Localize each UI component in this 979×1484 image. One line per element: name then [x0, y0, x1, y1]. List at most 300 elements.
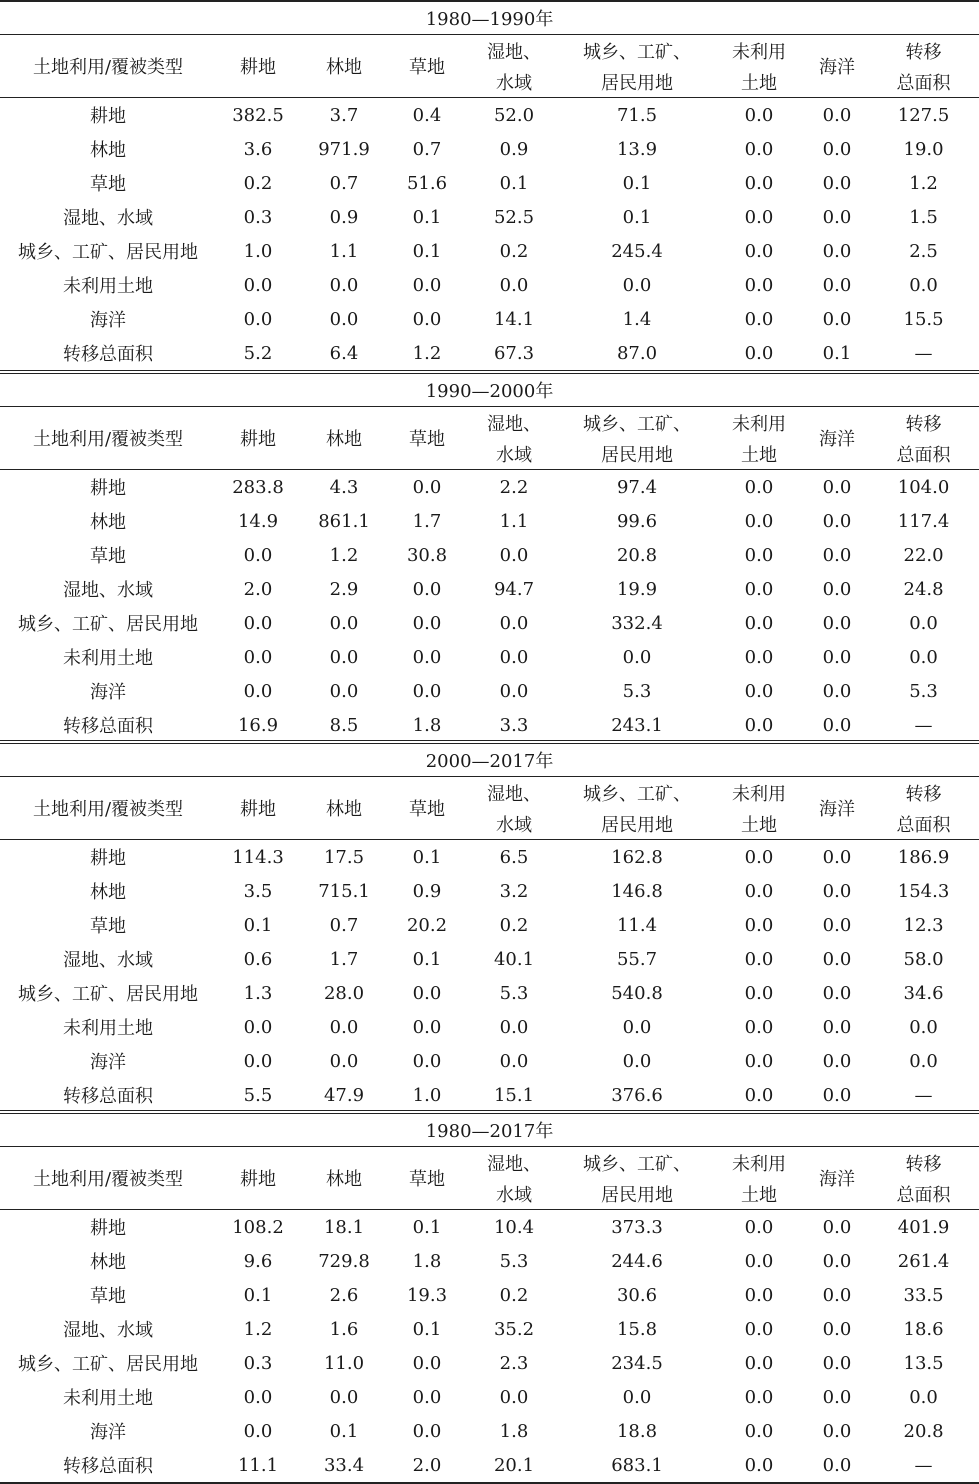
table-row	[0, 1010, 979, 1044]
table-cell: 28.0	[323, 982, 365, 1004]
row-label: 未利用土地	[63, 648, 153, 669]
table-cell: 20.2	[406, 914, 448, 936]
row-label: 城乡、工矿、居民用地	[18, 1354, 198, 1375]
header-total-line1: 转移	[905, 41, 942, 63]
table-cell: 30.6	[616, 1284, 658, 1306]
table-cell: 861.1	[318, 510, 370, 532]
table-cell: 261.4	[897, 1250, 950, 1272]
table-cell: 0.0	[243, 1050, 273, 1072]
table-cell: 20.8	[903, 1420, 944, 1442]
table-cell: 52.5	[493, 206, 535, 228]
header-wetland-line2: 水域	[466, 438, 562, 470]
table-cell: 2.0	[243, 578, 273, 600]
transfer-matrix-table	[0, 0, 979, 370]
table-cell: 376.6	[611, 1084, 663, 1106]
table-cell: 0.0	[412, 308, 442, 330]
table-cell: 1.4	[622, 308, 652, 330]
table-cell: 18.8	[616, 1420, 658, 1442]
table-cell: 8.5	[329, 714, 359, 736]
table-row	[0, 606, 979, 640]
header-cropland: 耕地	[216, 1147, 300, 1210]
table-cell: 0.0	[744, 1318, 774, 1340]
table-row	[0, 976, 979, 1010]
table-cell: 0.2	[499, 240, 529, 262]
header-type: 土地利用/覆被类型	[0, 407, 216, 470]
table-cell: 0.0	[622, 1386, 652, 1408]
table-cell: 0.0	[744, 846, 774, 868]
header-total-line1: 转移	[905, 783, 942, 805]
table-cell: 0.0	[412, 1386, 442, 1408]
table-cell: 0.0	[744, 1016, 774, 1038]
table-cell: 6.4	[329, 342, 359, 364]
row-label: 草地	[90, 1286, 126, 1307]
table-cell: 0.0	[329, 1016, 359, 1038]
transfer-matrix-table	[0, 370, 979, 742]
header-grassland: 草地	[388, 35, 466, 98]
table-cell: 51.6	[406, 172, 448, 194]
table-cell: 0.0	[499, 680, 529, 702]
table-row	[0, 840, 979, 875]
table-cell: 0.0	[744, 982, 774, 1004]
row-label: 耕地	[90, 106, 126, 127]
header-forest: 林地	[300, 407, 388, 470]
table-cell: 19.0	[903, 138, 944, 160]
table-cell: 0.0	[412, 476, 442, 498]
table-cell: 0.1	[412, 846, 442, 868]
header-total-line2: 总面积	[868, 66, 979, 98]
table-cell: 114.3	[232, 846, 284, 868]
table-cell: 0.0	[243, 544, 273, 566]
row-label: 林地	[90, 140, 126, 161]
header-ocean: 海洋	[806, 777, 868, 840]
table-cell: 715.1	[318, 880, 370, 902]
table-cell: 0.0	[822, 680, 852, 702]
header-unused-line1: 未利用	[732, 783, 786, 805]
table-cell: 0.0	[744, 104, 774, 126]
table-cell: 2.9	[329, 578, 359, 600]
table-cell: 0.0	[822, 1352, 852, 1374]
table-cell: 13.5	[903, 1352, 944, 1374]
header-type: 土地利用/覆被类型	[0, 1147, 216, 1210]
row-label: 草地	[90, 916, 126, 937]
table-cell: 0.0	[744, 1352, 774, 1374]
table-cell: 5.3	[499, 1250, 529, 1272]
table-row	[0, 640, 979, 674]
header-unused-line1: 未利用	[732, 41, 786, 63]
table-row	[0, 302, 979, 336]
table-row	[0, 1278, 979, 1312]
table-cell: 1.2	[329, 544, 359, 566]
header-urban-line2: 居民用地	[562, 66, 712, 98]
table-cell: 3.7	[329, 104, 359, 126]
table-cell: 0.0	[822, 880, 852, 902]
transfer-matrix-section	[0, 740, 979, 1112]
table-cell: 11.4	[616, 914, 658, 936]
header-urban-line2: 居民用地	[562, 808, 712, 840]
table-cell: 14.1	[493, 308, 535, 330]
row-label: 转移总面积	[63, 716, 153, 737]
table-cell: 0.0	[329, 1386, 359, 1408]
table-cell: 0.0	[909, 1016, 938, 1038]
table-cell: 0.0	[329, 308, 359, 330]
table-cell: 0.0	[744, 1284, 774, 1306]
table-row	[0, 1244, 979, 1278]
table-cell: 0.0	[744, 1216, 774, 1238]
table-cell: 0.0	[822, 1084, 852, 1106]
table-cell: 1.2	[243, 1318, 273, 1340]
table-cell: 0.0	[243, 274, 273, 296]
table-cell: 0.0	[412, 1352, 442, 1374]
table-cell: 71.5	[616, 104, 658, 126]
row-label: 耕地	[90, 478, 126, 499]
header-wetland-line1: 湿地、	[487, 1153, 541, 1175]
header-ocean: 海洋	[806, 1147, 868, 1210]
table-cell: 15.8	[616, 1318, 658, 1340]
table-cell: 1.5	[909, 206, 938, 228]
table-cell: 40.1	[493, 948, 535, 970]
table-cell: 94.7	[493, 578, 535, 600]
table-cell: 0.0	[744, 714, 774, 736]
table-cell: 0.0	[744, 138, 774, 160]
table-cell: 0.0	[744, 1050, 774, 1072]
table-cell: 0.3	[243, 1352, 273, 1374]
table-cell: 3.3	[499, 714, 529, 736]
row-label: 耕地	[90, 848, 126, 869]
table-cell: 0.0	[243, 308, 273, 330]
table-cell: 18.6	[903, 1318, 944, 1340]
table-cell: 0.1	[329, 1420, 359, 1442]
table-row	[0, 1346, 979, 1380]
period-title: 1990—2000年	[0, 372, 979, 407]
table-cell: 0.0	[622, 646, 652, 668]
header-wetland-line1: 湿地、	[487, 783, 541, 805]
table-cell: 34.6	[903, 982, 944, 1004]
table-cell: 683.1	[562, 1448, 712, 1483]
row-label: 海洋	[90, 1052, 126, 1073]
table-cell: 20.1	[466, 1448, 562, 1483]
header-wetland-line2: 水域	[466, 1178, 562, 1210]
table-cell: 1.0	[412, 1084, 442, 1106]
table-cell: 0.0	[822, 1250, 852, 1272]
table-cell: 0.1	[499, 172, 529, 194]
table-cell: 16.9	[237, 714, 279, 736]
table-cell: 0.1	[412, 206, 442, 228]
table-row	[0, 336, 979, 370]
table-cell: 20.8	[616, 544, 658, 566]
row-label: 城乡、工矿、居民用地	[18, 242, 198, 263]
header-ocean: 海洋	[806, 407, 868, 470]
header-unused-line2: 土地	[712, 66, 806, 98]
table-cell: 0.0	[744, 880, 774, 902]
table-cell: 0.0	[329, 646, 359, 668]
table-cell: 22.0	[903, 544, 944, 566]
header-total-line2: 总面积	[868, 438, 979, 470]
table-cell: 0.0	[744, 578, 774, 600]
table-cell: 5.2	[243, 342, 273, 364]
header-grassland: 草地	[388, 777, 466, 840]
table-cell: 0.0	[744, 510, 774, 532]
period-title: 1980—1990年	[0, 1, 979, 35]
table-cell: 0.0	[412, 680, 442, 702]
table-cell: —	[914, 714, 933, 736]
table-cell: 0.0	[499, 1386, 529, 1408]
table-row	[0, 874, 979, 908]
table-cell: 0.0	[412, 1420, 442, 1442]
table-row	[0, 1414, 979, 1448]
table-cell: 0.0	[806, 1448, 868, 1483]
row-label: 城乡、工矿、居民用地	[18, 984, 198, 1005]
table-cell: 0.1	[412, 948, 442, 970]
table-cell: 17.5	[323, 846, 365, 868]
header-total-line2: 总面积	[868, 1178, 979, 1210]
table-cell: 5.3	[499, 982, 529, 1004]
table-cell: 24.8	[903, 578, 944, 600]
table-cell: 373.3	[611, 1216, 663, 1238]
table-cell: 0.0	[622, 1016, 652, 1038]
table-cell: 127.5	[897, 104, 950, 126]
transfer-matrix-section	[0, 370, 979, 742]
table-cell: 0.0	[243, 646, 273, 668]
table-cell: 33.5	[903, 1284, 944, 1306]
table-cell: 0.0	[822, 612, 852, 634]
table-cell: 0.0	[822, 714, 852, 736]
row-label: 林地	[90, 512, 126, 533]
table-cell: 0.7	[412, 138, 442, 160]
table-cell: 0.0	[412, 274, 442, 296]
table-cell: 1.8	[412, 1250, 442, 1272]
table-cell: 0.1	[622, 206, 652, 228]
table-cell: 0.1	[622, 172, 652, 194]
row-label: 转移总面积	[0, 1448, 216, 1483]
table-row	[0, 166, 979, 200]
table-cell: 1.7	[329, 948, 359, 970]
table-cell: 0.0	[329, 612, 359, 634]
table-cell: 5.5	[243, 1084, 273, 1106]
table-cell: 0.0	[822, 510, 852, 532]
table-cell: 0.0	[329, 680, 359, 702]
table-cell: 0.0	[822, 1318, 852, 1340]
table-cell: 0.0	[712, 1448, 806, 1483]
table-cell: 2.2	[499, 476, 529, 498]
table-cell: 0.0	[822, 206, 852, 228]
table-cell: 0.0	[822, 544, 852, 566]
table-cell: 0.0	[622, 1050, 652, 1072]
header-forest: 林地	[300, 1147, 388, 1210]
table-cell: 0.9	[499, 138, 529, 160]
table-cell: 0.0	[822, 104, 852, 126]
transfer-matrix-table	[0, 740, 979, 1112]
table-cell: 332.4	[611, 612, 663, 634]
table-row	[0, 1312, 979, 1346]
transfer-matrix-section	[0, 0, 979, 370]
header-wetland-line2: 水域	[466, 66, 562, 98]
table-cell: 0.0	[744, 240, 774, 262]
table-cell: 1.3	[243, 982, 273, 1004]
table-cell: 382.5	[232, 104, 284, 126]
table-cell: 97.4	[616, 476, 658, 498]
table-cell: 0.9	[412, 880, 442, 902]
table-row	[0, 268, 979, 302]
header-cropland: 耕地	[216, 777, 300, 840]
table-cell: 0.0	[744, 544, 774, 566]
table-cell: 0.0	[744, 680, 774, 702]
table-cell: 0.1	[822, 342, 852, 364]
table-cell: 1.1	[329, 240, 359, 262]
table-cell: 0.0	[822, 982, 852, 1004]
header-wetland-line1: 湿地、	[487, 413, 541, 435]
row-label: 耕地	[90, 1218, 126, 1239]
table-row	[0, 674, 979, 708]
table-cell: 0.0	[744, 1084, 774, 1106]
row-label: 海洋	[90, 1422, 126, 1443]
table-cell: 0.0	[243, 1420, 273, 1442]
table-cell: 0.0	[744, 206, 774, 228]
table-cell: 0.0	[822, 1050, 852, 1072]
table-cell: 971.9	[318, 138, 370, 160]
header-type: 土地利用/覆被类型	[0, 35, 216, 98]
table-cell: 0.0	[499, 274, 529, 296]
table-cell: 0.0	[412, 612, 442, 634]
table-cell: 146.8	[611, 880, 663, 902]
table-cell: —	[914, 1084, 933, 1106]
table-cell: 0.0	[744, 612, 774, 634]
table-cell: 0.0	[822, 1016, 852, 1038]
table-cell: 0.0	[822, 846, 852, 868]
table-cell: 0.0	[744, 1386, 774, 1408]
table-row	[0, 1448, 979, 1483]
table-row	[0, 1210, 979, 1245]
table-cell: 0.0	[412, 578, 442, 600]
table-cell: 1.8	[499, 1420, 529, 1442]
row-label: 湿地、水域	[63, 580, 153, 601]
table-cell: 55.7	[616, 948, 658, 970]
table-cell: 19.9	[616, 578, 658, 600]
table-row	[0, 1078, 979, 1112]
table-cell: 0.0	[822, 240, 852, 262]
header-forest: 林地	[300, 777, 388, 840]
table-cell: 104.0	[897, 476, 950, 498]
table-cell: 0.0	[329, 274, 359, 296]
table-row	[0, 470, 979, 505]
table-row	[0, 132, 979, 166]
table-cell: 0.0	[744, 476, 774, 498]
header-total-line1: 转移	[905, 413, 942, 435]
table-cell: 243.1	[611, 714, 663, 736]
table-cell: 10.4	[493, 1216, 535, 1238]
table-cell: 117.4	[897, 510, 950, 532]
row-label: 湿地、水域	[63, 950, 153, 971]
table-cell: 0.0	[243, 1386, 273, 1408]
table-cell: 0.3	[243, 206, 273, 228]
table-cell: —	[914, 342, 933, 364]
table-cell: 2.3	[499, 1352, 529, 1374]
table-cell: 1.2	[909, 172, 938, 194]
table-cell: 0.0	[499, 646, 529, 668]
table-cell: 0.2	[243, 172, 273, 194]
table-cell: 14.9	[237, 510, 279, 532]
header-grassland: 草地	[388, 1147, 466, 1210]
table-cell: 0.9	[329, 206, 359, 228]
table-cell: 0.0	[822, 578, 852, 600]
header-urban-line1: 城乡、工矿、	[583, 783, 691, 805]
table-cell: 52.0	[493, 104, 535, 126]
table-cell: 0.1	[412, 1216, 442, 1238]
transfer-matrix-section	[0, 1110, 979, 1484]
table-cell: 186.9	[897, 846, 950, 868]
table-cell: 0.0	[329, 1050, 359, 1072]
table-cell: 2.5	[909, 240, 938, 262]
table-cell: 0.2	[499, 1284, 529, 1306]
table-cell: 4.3	[329, 476, 359, 498]
table-cell: 0.7	[329, 914, 359, 936]
table-cell: 33.4	[300, 1448, 388, 1483]
table-cell: 0.1	[412, 240, 442, 262]
row-label: 林地	[90, 1252, 126, 1273]
row-label: 湿地、水域	[63, 1320, 153, 1341]
period-title: 1980—2017年	[0, 1112, 979, 1147]
table-row	[0, 200, 979, 234]
header-urban-line1: 城乡、工矿、	[583, 1153, 691, 1175]
table-cell: 0.0	[412, 1050, 442, 1072]
table-cell: 15.5	[903, 308, 944, 330]
table-cell: 0.0	[744, 172, 774, 194]
header-unused-line2: 土地	[712, 438, 806, 470]
table-cell: 0.0	[909, 1386, 938, 1408]
table-cell: 0.0	[744, 1420, 774, 1442]
header-cropland: 耕地	[216, 407, 300, 470]
row-label: 草地	[90, 546, 126, 567]
table-cell: 154.3	[897, 880, 950, 902]
table-cell: 9.6	[243, 1250, 273, 1272]
table-cell: 1.0	[243, 240, 273, 262]
header-ocean: 海洋	[806, 35, 868, 98]
header-wetland-line2: 水域	[466, 808, 562, 840]
table-cell: 30.8	[406, 544, 448, 566]
table-cell: 0.7	[329, 172, 359, 194]
table-cell: 3.5	[243, 880, 273, 902]
row-label: 未利用土地	[63, 276, 153, 297]
table-row	[0, 908, 979, 942]
table-cell: 6.5	[499, 846, 529, 868]
table-cell: 0.0	[822, 274, 852, 296]
table-cell: 2.0	[388, 1448, 466, 1483]
table-row	[0, 234, 979, 268]
table-cell: 0.0	[499, 1050, 529, 1072]
table-row	[0, 538, 979, 572]
header-unused-line1: 未利用	[732, 1153, 786, 1175]
table-cell: 1.1	[499, 510, 529, 532]
table-cell: 0.0	[744, 274, 774, 296]
table-cell: 67.3	[493, 342, 535, 364]
table-cell: 1.6	[329, 1318, 359, 1340]
table-cell: 0.0	[822, 172, 852, 194]
table-cell: 0.0	[909, 1050, 938, 1072]
row-label: 未利用土地	[63, 1388, 153, 1409]
table-cell: 5.3	[622, 680, 652, 702]
table-cell: 15.1	[493, 1084, 535, 1106]
table-cell: 0.0	[499, 1016, 529, 1038]
table-cell: 12.3	[903, 914, 944, 936]
table-cell: 0.1	[243, 914, 273, 936]
header-unused-line1: 未利用	[732, 413, 786, 435]
table-cell: 0.6	[243, 948, 273, 970]
table-cell: 0.0	[499, 544, 529, 566]
row-label: 草地	[90, 174, 126, 195]
header-type: 土地利用/覆被类型	[0, 777, 216, 840]
table-cell: 11.0	[323, 1352, 365, 1374]
table-cell: 0.0	[822, 914, 852, 936]
table-cell: 0.0	[822, 1386, 852, 1408]
